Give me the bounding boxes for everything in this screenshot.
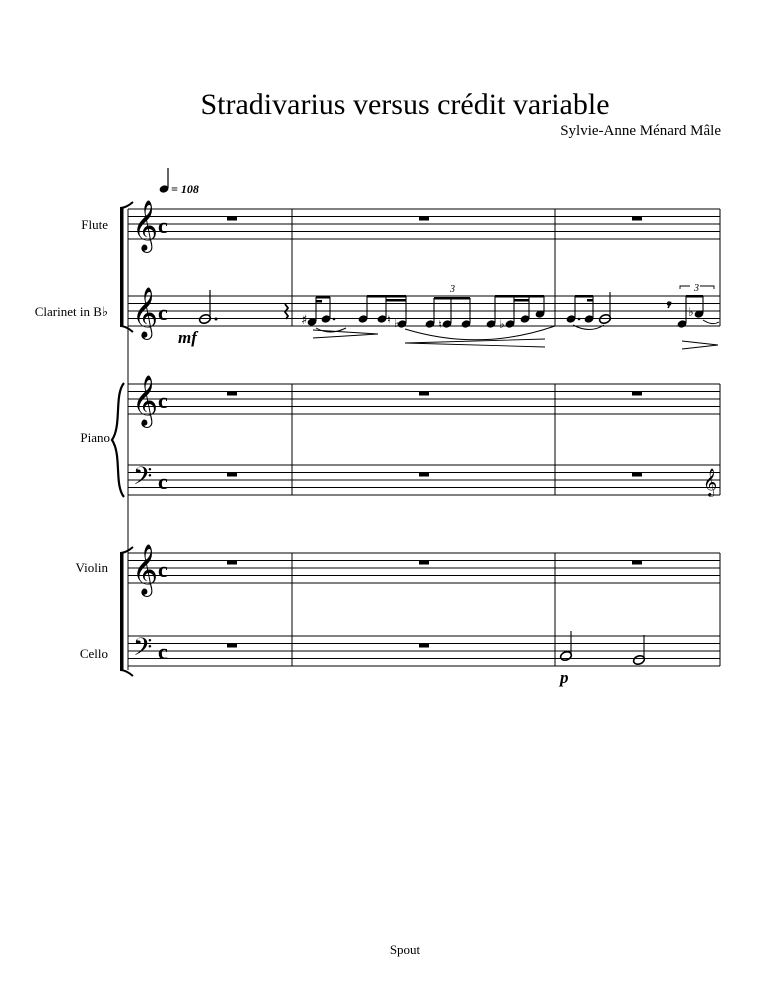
whole-rest (419, 217, 429, 221)
instrument-label-violin: Violin (75, 560, 108, 575)
whole-rest (227, 473, 237, 477)
footer-text: Spout (389, 942, 421, 957)
whole-rest (632, 217, 642, 221)
tuplet-3: 3 (450, 284, 455, 295)
staff-flute (128, 209, 720, 239)
time-signature-violin: c (158, 557, 168, 582)
quarter-rest (285, 304, 288, 319)
bass-clef-cello: 𝄢 (133, 633, 153, 668)
svg-text:♮: ♮ (438, 318, 442, 331)
staff-clarinet (128, 296, 720, 326)
time-signature-clarinet: c (158, 300, 168, 325)
staff-piano-rh (128, 384, 720, 414)
treble-clef-violin: 𝄞 (132, 544, 159, 595)
whole-rest (227, 644, 237, 648)
tuplet-3: 3 (694, 283, 699, 294)
decrescendo-hairpin (682, 341, 718, 349)
dynamic-mf: mf (178, 328, 197, 347)
svg-text:♭: ♭ (499, 317, 505, 331)
instrument-label-cello: Cello (79, 646, 108, 661)
svg-text:♭: ♭ (688, 305, 694, 319)
whole-rest (227, 561, 237, 565)
whole-rest (632, 561, 642, 565)
whole-rest (419, 644, 429, 648)
piano-brace (112, 383, 124, 497)
time-signature-cello: c (158, 639, 168, 664)
svg-text:♮: ♮ (387, 313, 391, 326)
svg-text:♯: ♯ (301, 313, 308, 328)
svg-text:♭: ♭ (394, 316, 400, 330)
whole-rest (419, 473, 429, 477)
dot (215, 318, 218, 321)
whole-rest (632, 473, 642, 477)
instrument-label-clarinet: Clarinet in B♭ (34, 304, 108, 319)
tempo-marking (159, 168, 199, 196)
treble-clef-change: 𝄞 (703, 468, 718, 496)
time-signature-piano-lh: c (158, 469, 168, 494)
score-title: Stradivarius versus crédit variable (200, 88, 610, 121)
whole-rest (632, 392, 642, 396)
instrument-label-flute: Flute (81, 217, 108, 232)
staff-cello (128, 636, 720, 666)
whole-rest (419, 392, 429, 396)
treble-clef-clarinet: 𝄞 (132, 287, 159, 338)
treble-clef-piano-rh: 𝄞 (132, 375, 159, 426)
cello-measure-3 (558, 631, 646, 687)
time-signature-flute: c (158, 213, 168, 238)
tempo-text: = 108 (171, 182, 199, 196)
staff-piano-lh (128, 465, 720, 495)
eighth-rest (667, 302, 671, 308)
treble-clef-flute: 𝄞 (132, 200, 159, 251)
whole-rest (419, 561, 429, 565)
staves (128, 209, 720, 666)
clarinet-measure-3 (566, 283, 719, 349)
staff-violin (128, 553, 720, 583)
composer-name: Sylvie-Anne Ménard Mâle (560, 123, 721, 139)
clarinet-measure-2 (301, 284, 555, 347)
instrument-label-piano: Piano (80, 430, 110, 445)
whole-rest (227, 217, 237, 221)
time-signature-piano-rh: c (158, 388, 168, 413)
dynamic-p: p (560, 668, 569, 687)
whole-rest (227, 392, 237, 396)
bass-clef-piano-lh: 𝄢 (133, 462, 153, 497)
